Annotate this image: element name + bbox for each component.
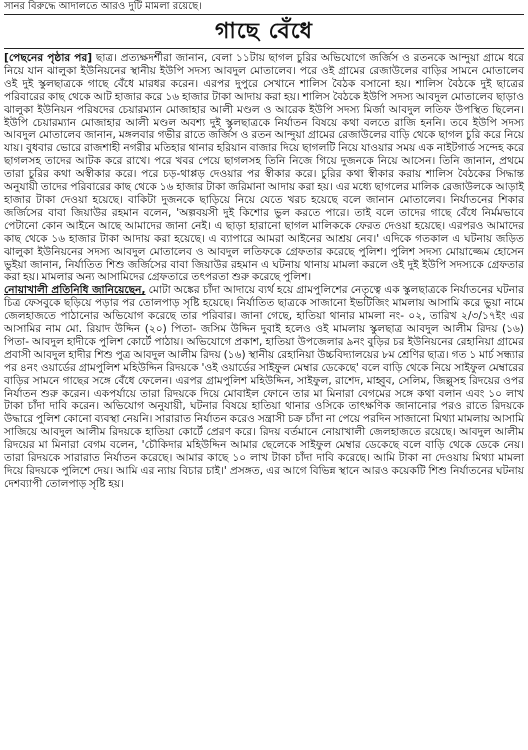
reporter-subhead: নোয়াখালী প্রতিনিধি জানিয়েছেন, [4,284,146,297]
article-paragraph-1 [4,52,524,284]
article-paragraph-2 [4,284,524,491]
headline-box [4,14,524,49]
previous-article-fragment: সানর বিরুদ্ধে আদালতে আরও দুটি মামলা রয়েছে। [4,1,202,12]
paragraph-2-text: মোটা অঙ্কের চাঁদা আদায়ে ব্যর্থ হয়ে গ্রামপুলিশের নেতৃত্বে এক স্কুলছাত্রকে নির্যাতনের ঘটনার চিত্র ফেসবুকে ছড়িয়ে পড়ার পর তোলপাড় সৃষ্টি হয়েছে। নির্যাতিত ছাত্রকে সাজানো ইভটিজিং মামলায় আসামি করে ভুয়া নামে জেলহাজতে পাঠানোর অভিযোগ করেছে তার পরিবার। জানা গেছে, হাতিয়া থানার মামলা নং- ০২, তারিখ ২/৩/১৭ইং এর আসামির নাম মো. রিয়াদ উদ্দিন (২০) পিতা- জসিম উদ্দিন দুবাই হলেও ওই মামলায় স্কুলছাত্র আবদুল আলীম রিদয় (১৬) পিতা- আবদুল হাদীকে পুলিশ কোর্টে পাঠায়। অভিযোগে প্রকাশ, হাতিয়া উপজেলার ৯নং বুড়ির চর ইউনিয়নের রেহানিয়া গ্রামের প্রবাসী আবদুল হাদীর শিশু পুত্র আবদুল আলীম রিদয় (১৬) স্থানীয় রেহানিয়া উচ্চবিদ্যালয়ের ৮ম শ্রেণির ছাত্র। গত ১ মার্চ সন্ধ্যার পর ৪নং ওয়ার্ডের গ্রামপুলিশ মহিউদ্দিন রিদয়কে 'ওই ওয়ার্ডের সাইফুল মেম্বার ডেকেছে' বলে বাড়ি থেকে নিয়ে সাইফুল মেম্বারের বাড়ির সামনে গাছের সঙ্গে বেঁধে ফেলেন। এরপর গ্রামপুলিশ মহিউদ্দিন, সাইফুল, রাশেদ, মাহ্বুব, সেলিম, জিল্লুসহ রিদয়ের ওপর নির্যাতন শুরু করেন। একপর্যায়ে তারা রিদয়কে দিয়ে মোবাইল ফোনে তার মা মিনারা বেগমের সঙ্গে কথা বলান এবং ১০ লাখ টাকা চাঁদা দাবি করেন। অভিযোগ অনুযায়ী, ঘটনার বিষয়ে হাতিয়া থানার ওসিকে তাৎক্ষণিক জানানোর পরও রাতে রিদয়কে উদ্ধারে পুলিশ কোনো ব্যবস্থা নেয়নি। সারারাত নির্যাতন করেও সন্ত্রাসী চক্র চাঁদা না পেয়ে পরদিন সাজানো মিথ্যা মামলায় আসামি সাজিয়ে আবদুল আলীম রিদয়কে হাতিয়া কোর্টে প্রেরণ করে। রিদয় বর্তমানে নোয়াখালী জেলহাজতে রয়েছে। আবদুল আলীম রিদয়ের মা মিনারা বেগম বলেন, 'চৌকিদার মহিউদ্দিন আমার ছেলেকে সাইফুল মেম্বার ডেকেছে বলে বাড়ি থেকে ডেকে নেয়। তারা রিদয়কে সারারাত নির্যাতন করেছে। আমার কাছে ১০ লাখ টাকা চাঁদা দাবি করেছে। আমি টাকা না দেওয়ায় মিথ্যা মামলা দিয়ে রিদয়কে পুলিশে দেয়। আমি এর ন্যায় বিচার চাই।' প্রসঙ্গত, এর আগে বিভিন্ন স্থানে আরও কয়েকটি শিশু নির্যাতনের ঘটনায় দেশব্যাপী তোলপাড় সৃষ্টি হয়। [4,284,524,490]
paragraph-1-text: ছাত্র। প্রত্যক্ষদর্শীরা জানান, বেলা ১১টায় ছাগল চুরির অভিযোগে জর্জিস ও রতনকে আন্দুয়া গ্রামে ধরে নিয়ে যান ঝালুকা ইউনিয়নের স্থানীয় ইউপি সদস্য আবদুল মোতালেব। পরে ওই গ্রামের রেজাউলের বাড়ির সামনে মোতালেব ওই দুই স্কুলছাত্রকে গাছে বেঁধে মারধর করেন। এরপর দুপুরে সেখানে শালিস বৈঠক বসানো হয়। শালিস বৈঠকে দুই ছাত্রের পরিবারের কাছ থেকে আট হাজার করে ১৬ হাজার টাকা আদায় করা হয়। শালিস বৈঠকে ইউপি সদস্য আবদুল মোতালেব ছাড়াও ঝালুকা ইউনিয়ন পরিষদের চেয়ারম্যান মোজাহার আলী মণ্ডল ও আরেক ইউপি সদস্য মির্জা আবদুল লতিফ উপস্থিত ছিলেন। ইউপি চেয়ারম্যান মোজাহার আলী মণ্ডল অবশ্য দুই স্কুলছাত্রকে নির্যাতন বিষয়ে কথা বলতে রাজি হননি। তবে ইউপি সদস্য আবদুল মোতালেব জানান, মঙ্গলবার গভীর রাতে জর্জিস ও রতন আন্দুয়া গ্রামের রেজাউলের বাড়ি থেকে ছাগল চুরি করে নিয়ে যায়। বুধবার ভোরে রাজশাহী নগরীর মতিহার থানার হরিয়ান বাজার দিয়ে ছাগলটি নিয়ে যাওয়ার সময় এক নাইটগার্ড সন্দেহ করে ছাগলসহ তাদের আটক করে রাখে। পরে খবর পেয়ে ছাগলসহ তিনি নিজে গিয়ে দুজনকে নিয়ে আসেন। তিনি জানান, প্রথমে তারা চুরির কথা অস্বীকার করে। পরে চড়-থাপ্পড় দেওয়ার পর স্বীকার করে। চুরির কথা স্বীকার করায় শালিস বৈঠকের সিদ্ধান্ত অনুযায়ী তাদের পরিবারের কাছ থেকে ১৬ হাজার টাকা জরিমানা আদায় করা হয়। এর মধ্যে ছাগলের মালিক রেজাউলকে আড়াই হাজার টাকা দেওয়া হয়েছে। বাকিটা দুজনকে ছাড়িয়ে নিয়ে যেতে খরচ হয়েছে বলে জানান মোতালেব। নির্যাতনের শিকার জর্জিসের বাবা জিয়াউর রহমান বলেন, 'অল্পবয়সী দুই কিশোর ভুল করতে পারে। তাই বলে তাদের গাছে বেঁধে নির্মমভাবে পেটানো কোন আইনে আছে আমাদের জানা নেই। এ ছাড়া হারানো ছাগল মালিককে ফেরত দেওয়া হয়েছে। এরপরও আমাদের কাছ থেকে ১৬ হাজার টাকা আদায় করা হয়েছে। এ ব্যাপারে আমরা আইনের আশ্রয় নেব।' এদিকে গতকাল এ ঘটনায় জড়িত ঝালুকা ইউনিয়নের সদস্য আবদুল মোতালেব ও আবদুল লতিফকে গ্রেফতার করেছে পুলিশ। পুলিশ সদস্য মোয়াজ্জেম হোসেন ভুইয়া জানান, নির্যাতিত শিশু জর্জিসের বাবা জিয়াউর রহমান এ ঘটনায় থানায় মামলা করলে ওই দুই ইউপি সদস্যকে গ্রেফতার করা হয়। মামলার অন্য আসামিদের গ্রেফতারে তৎপরতা শুরু করেছে পুলিশ। [4,52,524,284]
headline: গাছে বেঁধে [215,18,313,44]
continuation-label: [পেছনের পৃষ্ঠার পর] [4,52,93,64]
